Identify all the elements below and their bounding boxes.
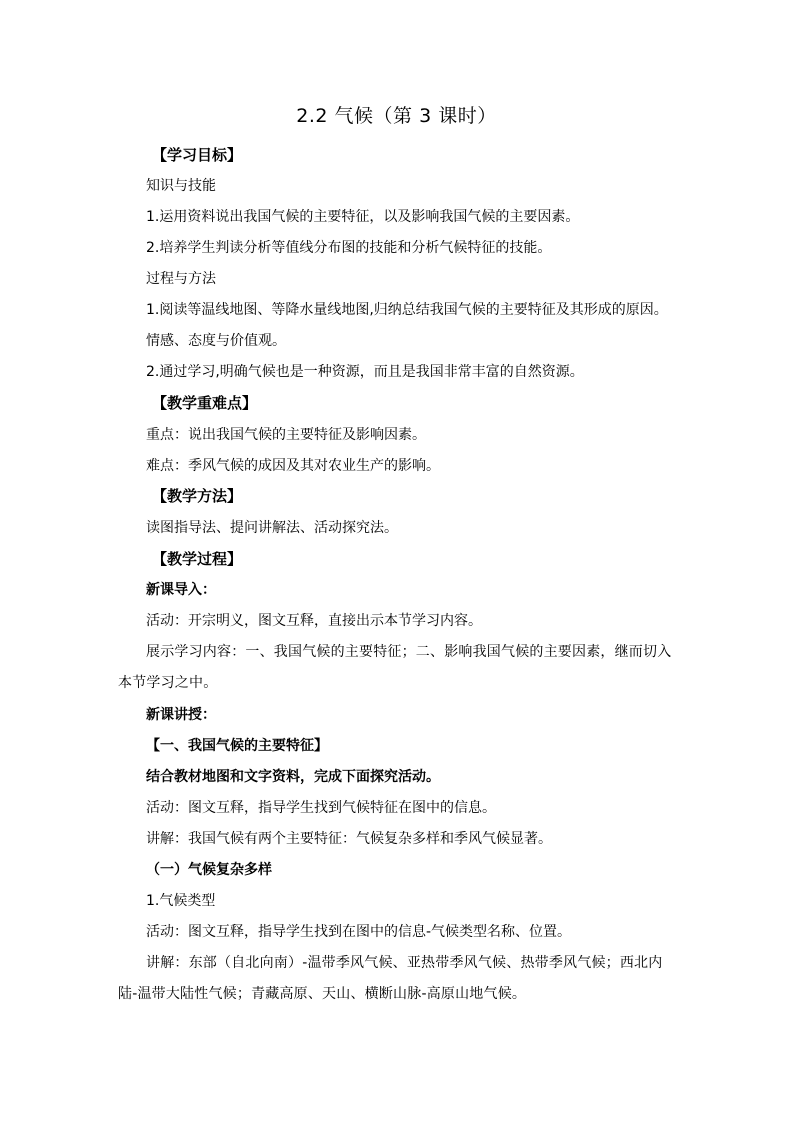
goal-process-1: 1.阅读等温线地图、等降水量线地图,归纳总结我国气候的主要特征及其形成的原因。 (146, 302, 668, 318)
label-process-method: 过程与方法 (146, 271, 216, 287)
label-intro: 新课导入： (146, 582, 216, 598)
part1-activity: 活动：图文互释，指导学生找到气候特征在图中的信息。 (146, 800, 496, 816)
intro-activity: 活动：开宗明义，图文互释，直接出示本节学习内容。 (146, 613, 482, 629)
sub1-activity: 活动：图文互释，指导学生找到在图中的信息-气候类型名称、位置。 (146, 924, 572, 940)
part1-task: 结合教材地图和文字资料，完成下面探究活动。 (146, 769, 440, 785)
heading-teaching-process: 【教学过程】 (152, 550, 243, 568)
label-lecture: 新课讲授： (146, 707, 216, 723)
difficult-point: 难点：季风气候的成因及其对农业生产的影响。 (146, 458, 440, 474)
part1-explain: 讲解：我国气候有两个主要特征：气候复杂多样和季风气候显著。 (146, 831, 552, 847)
heading-key-difficult: 【教学重难点】 (152, 394, 258, 412)
goal-knowledge-2: 2.培养学生判读分析等值线分布图的技能和分析气候特征的技能。 (146, 240, 552, 256)
sub1-explain: 讲解：东部（自北向南）-温带季风气候、亚热带季风气候、热带季风气候；西北内陆-温带大陆性气候；青藏高原、天山、横断山脉-高原山地气候。 (118, 955, 663, 1002)
page-title: 2.2 气候（第 3 课时） (296, 105, 497, 127)
sub1-item: 1.气候类型 (146, 893, 216, 909)
heading-teaching-method: 【教学方法】 (152, 487, 243, 505)
key-point: 重点：说出我国气候的主要特征及影响因素。 (146, 427, 426, 443)
heading-learning-goals: 【学习目标】 (152, 146, 243, 164)
sub1-heading: （一）气候复杂多样 (146, 862, 272, 878)
teaching-method-text: 读图指导法、提问讲解法、活动探究法。 (146, 520, 398, 536)
intro-content: 展示学习内容：一、我国气候的主要特征；二、影响我国气候的主要因素，继而切入本节学习之中。 (118, 644, 672, 691)
label-emotion-values: 情感、态度与价值观。 (146, 333, 286, 349)
part1-heading: 【一、我国气候的主要特征】 (146, 738, 328, 754)
label-knowledge-skills: 知识与技能 (146, 178, 216, 194)
goal-emotion-2: 2.通过学习,明确气候也是一种资源，而且是我国非常丰富的自然资源。 (146, 364, 584, 380)
goal-knowledge-1: 1.运用资料说出我国气候的主要特征，以及影响我国气候的主要因素。 (146, 209, 580, 225)
